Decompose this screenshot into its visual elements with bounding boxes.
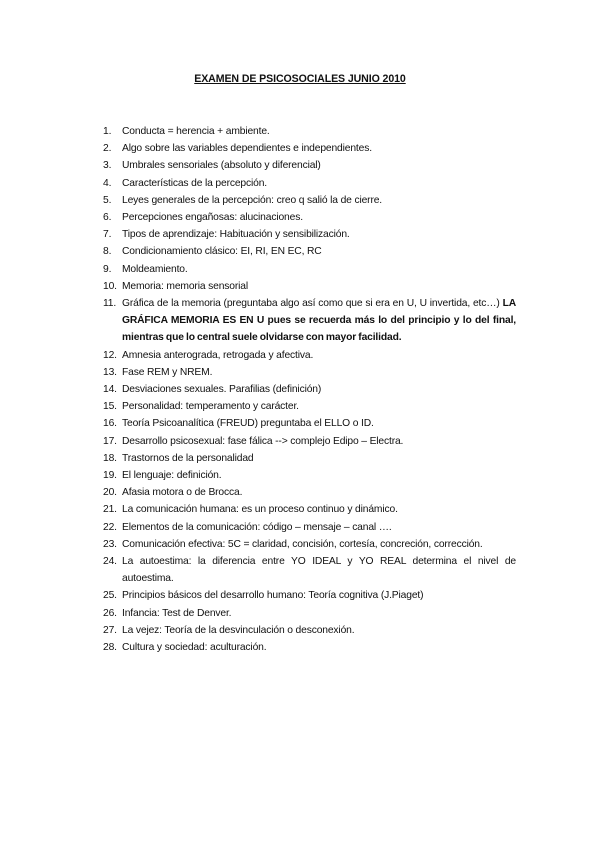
question-text: Umbrales sensoriales (absoluto y diferencial) xyxy=(122,160,321,172)
question-item xyxy=(103,605,516,622)
question-item xyxy=(103,209,516,226)
question-text: Conducta = herencia + ambiente. xyxy=(122,126,270,137)
question-text: Comunicación efectiva: 5C = claridad, concisión, cortesía, concreción, corrección. xyxy=(122,538,483,550)
question-number: 26. xyxy=(103,607,117,619)
question-number: 15. xyxy=(103,401,117,413)
question-number: 8. xyxy=(103,246,112,258)
question-item xyxy=(103,364,516,381)
question-number: 10. xyxy=(103,280,117,292)
question-text: El lenguaje: definición. xyxy=(122,470,222,482)
question-text: Personalidad: temperamento y carácter. xyxy=(122,401,299,413)
question-item xyxy=(103,192,516,209)
question-number: 21. xyxy=(103,504,117,516)
question-text: Desviaciones sexuales. Parafilias (definición) xyxy=(122,384,322,396)
question-text: La vejez: Teoría de la desvinculación o desconexión. xyxy=(122,624,355,636)
question-text: Condicionamiento clásico: EI, RI, EN EC, RC xyxy=(122,246,322,258)
question-text: Moldeamiento. xyxy=(122,263,188,275)
question-text: Leyes generales de la percepción: creo q salió la de cierre. xyxy=(122,194,383,206)
question-number: 16. xyxy=(103,418,117,430)
question-item xyxy=(103,622,516,639)
question-number: 7. xyxy=(103,229,112,241)
question-number: 22. xyxy=(103,521,117,533)
question-list xyxy=(103,123,516,656)
question-number: 13. xyxy=(103,366,117,378)
question-number: 24. xyxy=(103,556,117,568)
question-item xyxy=(103,639,516,656)
document-title: EXAMEN DE PSICOSOCIALES JUNIO 2010 xyxy=(194,73,406,85)
question-text: Fase REM y NREM. xyxy=(122,366,213,378)
question-item xyxy=(103,433,516,450)
question-number: 27. xyxy=(103,624,117,636)
question-text: Características de la percepción. xyxy=(122,177,267,189)
question-text: Tipos de aprendizaje: Habituación y sensibilización. xyxy=(122,229,350,241)
question-item xyxy=(103,467,516,484)
question-item xyxy=(103,347,516,364)
question-text: Amnesia anterograda, retrogada y afectiva. xyxy=(122,349,314,361)
question-number: 28. xyxy=(103,642,117,654)
question-number: 9. xyxy=(103,263,112,275)
question-text-normal: Gráfica de la memoria (preguntaba algo así como que si era en U, U invertida, etc…) xyxy=(122,298,500,310)
question-number: 23. xyxy=(103,538,117,550)
question-item xyxy=(103,226,516,243)
question-item xyxy=(103,278,516,295)
question-item xyxy=(103,553,516,587)
question-number: 5. xyxy=(103,194,112,206)
question-number: 20. xyxy=(103,487,117,499)
question-text: Teoría Psicoanalítica (FREUD) preguntaba el ELLO o ID. xyxy=(122,418,374,430)
question-number: 14. xyxy=(103,384,117,396)
question-text: Desarrollo psicosexual: fase fálica --> complejo Edipo – Electra. xyxy=(122,435,404,447)
question-item xyxy=(103,295,516,347)
question-text: Principios básicos del desarrollo humano: Teoría cognitiva (J.Piaget) xyxy=(122,590,424,602)
question-item xyxy=(103,484,516,501)
question-text xyxy=(122,295,516,347)
question-answer-emphasis: LA GRÁFICA MEMORIA ES EN U pues se recuerda más lo del principio y lo del final, mientras que lo central suele olvidarse con mayor facilidad. xyxy=(122,298,516,344)
question-text: La autoestima: la diferencia entre YO IDEAL y YO REAL determina el nivel de autoestima. xyxy=(122,556,516,585)
question-number: 19. xyxy=(103,470,117,482)
question-number: 12. xyxy=(103,349,117,361)
question-number: 6. xyxy=(103,212,112,224)
question-item xyxy=(103,501,516,518)
question-item xyxy=(103,123,516,140)
question-number: 2. xyxy=(103,143,112,155)
question-text: Infancia: Test de Denver. xyxy=(122,607,232,619)
question-item xyxy=(103,398,516,415)
question-item xyxy=(103,415,516,432)
question-number: 1. xyxy=(103,126,112,137)
question-item xyxy=(103,536,516,553)
question-item xyxy=(103,587,516,604)
question-text: Trastornos de la personalidad xyxy=(122,452,254,464)
question-item xyxy=(103,381,516,398)
question-text: Memoria: memoria sensorial xyxy=(122,280,248,292)
question-item xyxy=(103,261,516,278)
question-text: Percepciones engañosas: alucinaciones. xyxy=(122,212,303,224)
question-item xyxy=(103,140,516,157)
question-text: Afasia motora o de Brocca. xyxy=(122,487,243,499)
question-item xyxy=(103,175,516,192)
question-number: 25. xyxy=(103,590,117,602)
question-number: 18. xyxy=(103,452,117,464)
question-number: 11. xyxy=(103,298,117,310)
question-text: Algo sobre las variables dependientes e independientes. xyxy=(122,143,372,155)
question-item xyxy=(103,519,516,536)
question-number: 17. xyxy=(103,435,117,447)
question-number: 3. xyxy=(103,160,112,172)
question-item xyxy=(103,450,516,467)
question-item xyxy=(103,243,516,260)
question-text: La comunicación humana: es un proceso continuo y dinámico. xyxy=(122,504,398,516)
question-number: 4. xyxy=(103,177,112,189)
question-item xyxy=(103,157,516,174)
question-text: Elementos de la comunicación: código – mensaje – canal …. xyxy=(122,521,392,533)
question-text: Cultura y sociedad: aculturación. xyxy=(122,642,267,654)
